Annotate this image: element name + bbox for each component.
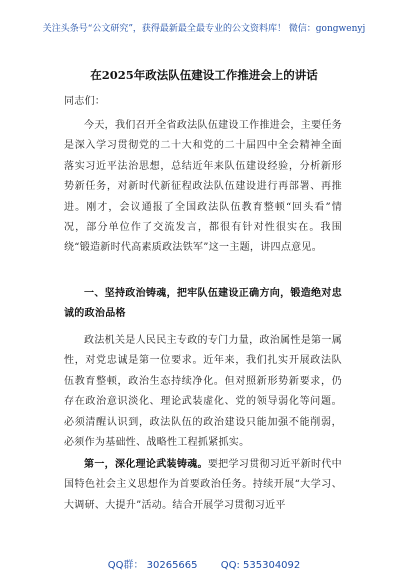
section-heading-1: 一、坚持政治铸魂，把牢队伍建设正确方向，锻造绝对忠诚的政治品格 xyxy=(64,288,342,320)
qq-group-number: QQ群： 30265665 xyxy=(107,560,198,571)
qq-number: QQ: 535304092 xyxy=(220,560,301,571)
salutation: 同志们： xyxy=(64,96,106,107)
point-1-body: 要把学习贯彻习近平新时代中国特色社会主义思想作为首要政治任务。持续开展“大学习、大调研、大提升”活动。结合开展学习贯彻习近平 xyxy=(64,459,342,511)
paragraph-intro: 今天，我们召开全省政法队伍建设工作推进会，主要任务是深入学习贯彻党的二十大和党的二十届四中全会精神全面落实习近平法治思想，总结近年来队伍建设经验，分析新形势新任务，对新时代新征程政法队伍建设进行再部署、再推进。刚才，会议通报了全国政法队伍教育整顿“回头看”情况，部分单位作了交流发言，都很有针对性很实在。我围绕“锻造新时代高素质政法铁军”这一主题，讲四点意见。 xyxy=(64,120,342,254)
document-title: 在2025年政法队伍建设工作推进会上的讲话 xyxy=(90,68,318,82)
paragraph-section-1: 政法机关是人民民主专政的专门力量，政治属性是第一属性，对党忠诚是第一位要求。近年来，我们扎实开展政法队伍教育整顿，政治生态持续净化。但对照新形势新要求，仍存在政治意识淡化、理论武装虚化、党的领导弱化等问题。必须清醒认识到，政法队伍的政治建设只能加强不能削弱，必须作为基础性、战略性工程抓紧抓实。 xyxy=(64,335,342,449)
paragraph-point-1 xyxy=(64,455,342,516)
point-1-lead: 第一，深化理论武装铸魂。 xyxy=(84,459,208,470)
promo-banner: 关注头条号“公文研究”，获得最新最全最专业的公文资料库！ 微信：gongwenyj xyxy=(42,24,366,34)
contact-footer xyxy=(0,556,408,571)
